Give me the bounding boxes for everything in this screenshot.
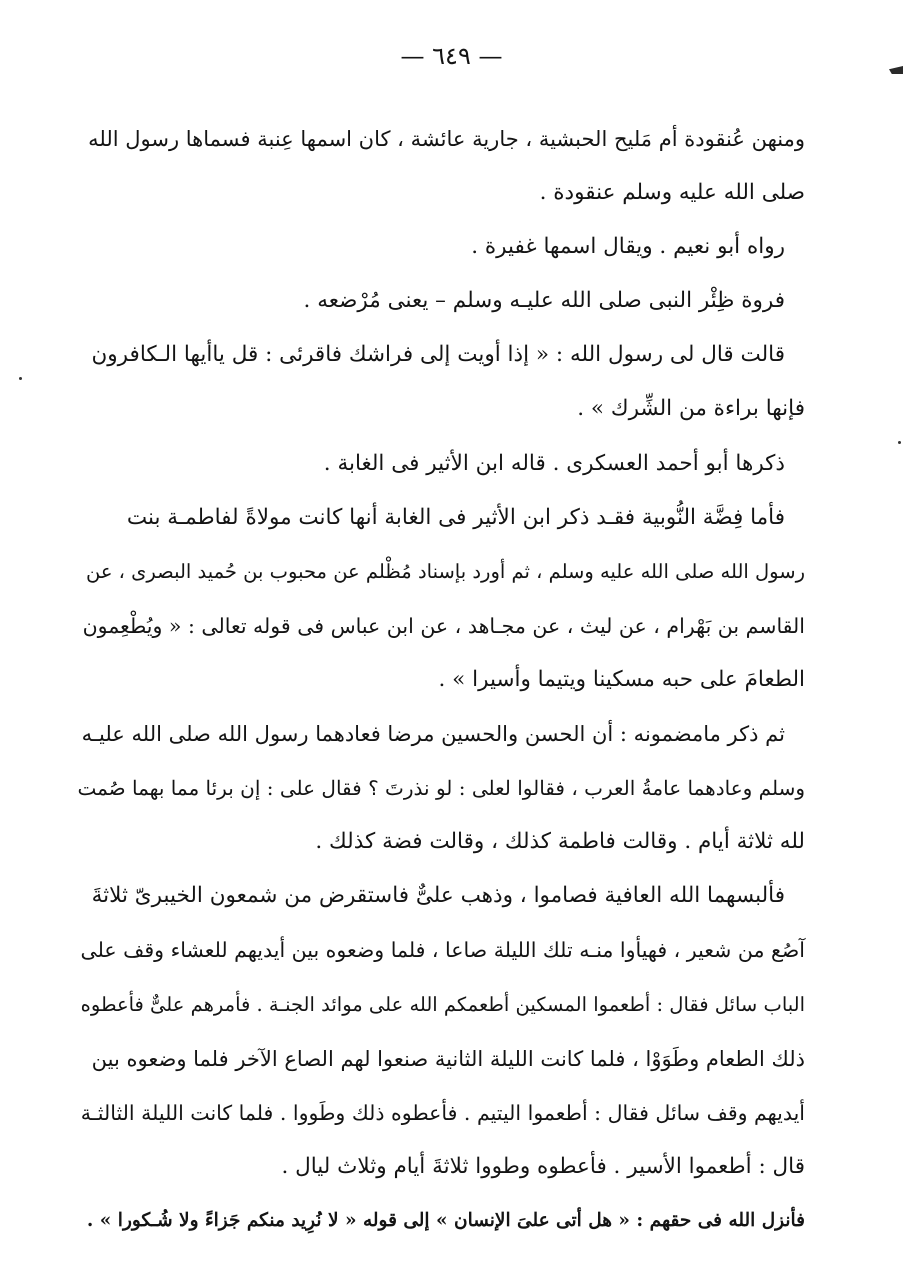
text-line: القاسم بن بَهْرام ، عن ليث ، عن مجـاهد ، عن ابن عباس فى قوله تعالى : « ويُطْعِمون bbox=[82, 613, 805, 638]
text-line: رسول الله صلى الله عليه وسلم ، ثم أورد بإسناد مُظْلم عن محبوب بن حُميد البصرى ، عن bbox=[85, 559, 805, 583]
text-line: ذكرها أبو أحمد العسكرى . قاله ابن الأثير فى الغابة . bbox=[323, 450, 785, 476]
text-line: الباب سائل فقال : أطعموا المسكين أطعمكم الله على موائد الجنـة . فأمرهم علىٌّ فأعطوه bbox=[80, 992, 805, 1016]
text-line: وسلم وعادهما عامةُ العرب ، فقالوا لعلى : لو نذرتَ ؟ فقال على : إن برئا مما بهما صُمت bbox=[77, 776, 805, 801]
scan-speck bbox=[19, 377, 22, 380]
text-line: ومنهن عُنقودة أم مَليح الحبشية ، جارية عائشة ، كان اسمها عِنبة فسماها رسول الله bbox=[88, 127, 805, 151]
text-line: رواه أبو نعيم . ويقال اسمها غفيرة . bbox=[471, 234, 785, 260]
text-line: فألبسهما الله العافية فصاموا ، وذهب علىٌّ فاستقرض من شمعون الخيبرىّ ثلاثةَ bbox=[91, 883, 785, 909]
text-line: آصُع من شعير ، فهيأوا منـه تلك الليلة صاعا ، فلما وضعوه بين أيديهم للعشاء وقف على bbox=[80, 938, 805, 963]
text-line: قالت قال لى رسول الله : « إذا أويت إلى فراشك فاقرئى : قل ياأيها الـكافرون bbox=[91, 342, 785, 368]
text-line: ذلك الطعام وطَوَوْا ، فلما كانت الليلة الثانية صنعوا لهم الصاع الآخر فلما وضعوه بين bbox=[91, 1046, 805, 1071]
body-text bbox=[78, 112, 805, 1248]
scan-speck bbox=[898, 441, 901, 444]
text-line: أيديهم وقف سائل فقال : أطعموا اليتيم . فأعطوه ذلك وطَووا . فلما كانت الليلة الثالثـة bbox=[80, 1100, 805, 1125]
text-line: فأنزل الله فى حقهم : « هل أتى علىَ الإنسان » إلى قوله « لا نُرِيد منكم جَزاءً ولا شُـكورا » . bbox=[86, 1209, 805, 1231]
text-line: فإنها براءة من الشِّرك » . bbox=[577, 396, 805, 422]
text-line: صلى الله عليه وسلم عنقودة . bbox=[539, 180, 805, 206]
text-line: فأما فِضَّة النُّوبية فقـد ذكر ابن الأثير فى الغابة أنها كانت مولاةً لفاطمـة بنت bbox=[126, 504, 785, 530]
text-line: الطعامَ على حبه مسكينا ويتيما وأسيرا » . bbox=[438, 666, 805, 692]
page-number: — ٦٤٩ — bbox=[400, 42, 503, 70]
text-line: لله ثلاثة أيام . وقالت فاطمة كذلك ، وقالت فضة كذلك . bbox=[315, 829, 805, 855]
text-line: فروة ظِئْر النبى صلى الله عليـه وسلم – يعنى مُرْضعه . bbox=[303, 288, 785, 314]
text-line: ثم ذكر مامضمونه : أن الحسن والحسين مرضا فعادهما رسول الله صلى الله عليـه bbox=[81, 722, 785, 747]
text-line: قال : أطعموا الأسير . فأعطوه وطووا ثلاثةَ أيام وثلاث ليال . bbox=[281, 1153, 805, 1179]
